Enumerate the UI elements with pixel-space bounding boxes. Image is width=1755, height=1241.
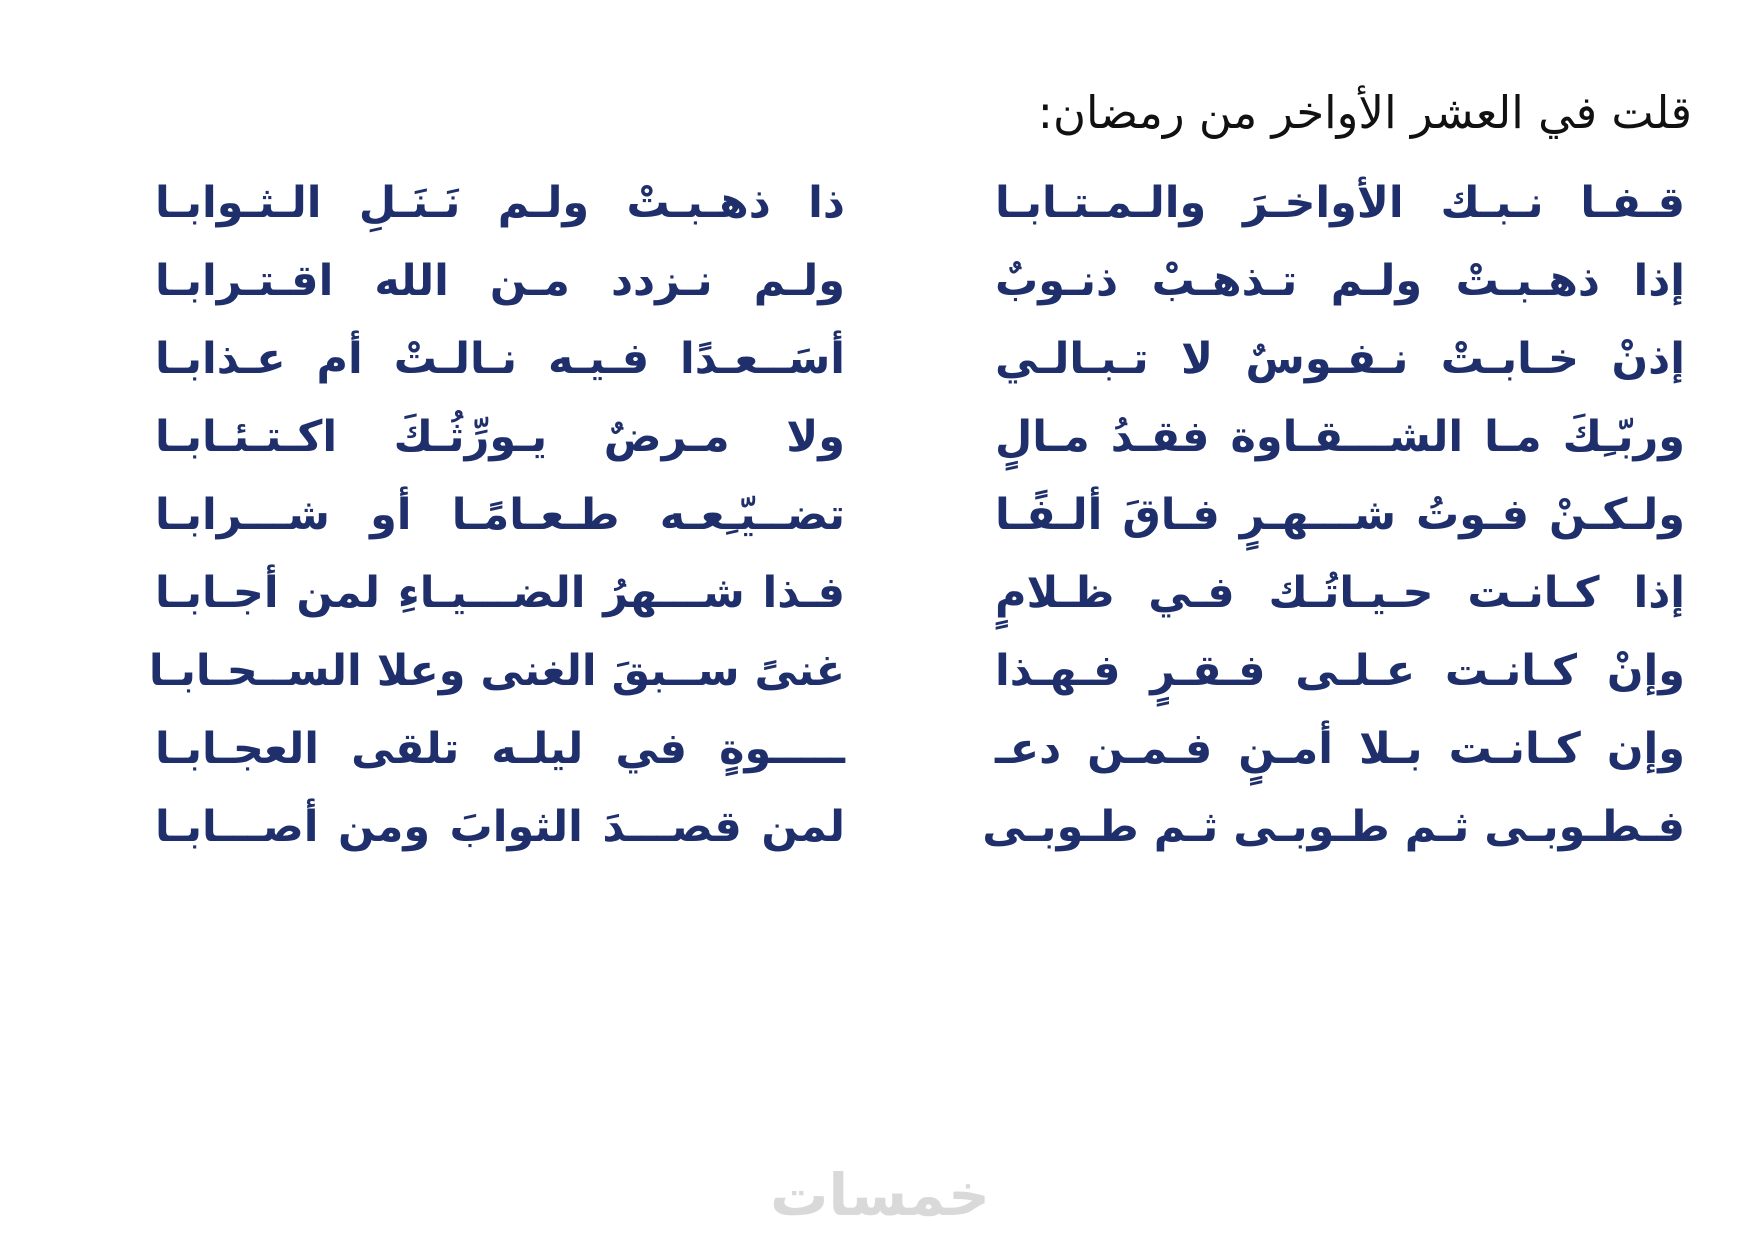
- verse-second-hemistich: غنىً ســبقَ الغنى وعلا الســحـابـا: [148, 646, 845, 696]
- verse-second-hemistich: ولـم نـزدد مـن الله اقـتـرابـا: [155, 256, 845, 306]
- verse-second-hemistich: ـــــوةٍ في ليلـه تلقى العجـابـا: [155, 724, 845, 774]
- poem-title: قلت في العشر الأواخر من رمضان:: [1037, 86, 1692, 139]
- verse-first-hemistich: وربّـِكَ مـا الشـــقـاوة فقـدُ مـالٍ: [995, 412, 1685, 462]
- verse-second-hemistich: أسَــعـدًا فـيـه نـالـتْ أم عـذابـا: [155, 334, 845, 384]
- verse-second-hemistich: ذا ذهـبـتْ ولـم نَـنَـلِ الـثـوابـا: [155, 178, 845, 228]
- khamsat-watermark-logo: خمسات: [770, 1161, 990, 1229]
- verse-first-hemistich: فـطـوبـى ثـم طـوبـى ثـم طـوبـى: [982, 802, 1685, 852]
- poem-left-column: [148, 164, 845, 866]
- verse-first-hemistich: إذنْ خـابـتْ نـفـوسٌ لا تـبـالـي: [995, 334, 1685, 384]
- verse-first-hemistich: وإن كـانـت بـلا أمـنٍ فـمـن دعـ: [995, 724, 1685, 774]
- verse-first-hemistich: إذا كـانـت حـيـاتُـك فـي ظـلامٍ: [995, 568, 1685, 618]
- verse-second-hemistich: ولا مـرضٌ يـورِّثُـكَ اكـتـئـابـا: [155, 412, 845, 462]
- poem-right-column: [982, 164, 1685, 866]
- verse-second-hemistich: فـذا شـــهرُ الضـــيـاءِ لمن أجـابـا: [155, 568, 845, 618]
- verse-first-hemistich: قـفـا نـبـك الأواخـرَ والـمـتـابـا: [995, 178, 1685, 228]
- verse-first-hemistich: وإنْ كـانـت عـلـى فـقـرٍ فـهـذا: [995, 646, 1685, 696]
- verse-first-hemistich: إذا ذهـبـتْ ولـم تـذهـبْ ذنـوبٌ: [995, 256, 1685, 306]
- verse-second-hemistich: تضــيّـِعـه طـعـامًـا أو شـــرابـا: [155, 490, 845, 540]
- verse-second-hemistich: لمن قصـــدَ الثوابَ ومن أصـــابـا: [155, 802, 845, 852]
- verse-first-hemistich: ولـكـنْ فـوتُ شـــهـرٍ فـاقَ ألـفًـا: [995, 490, 1685, 540]
